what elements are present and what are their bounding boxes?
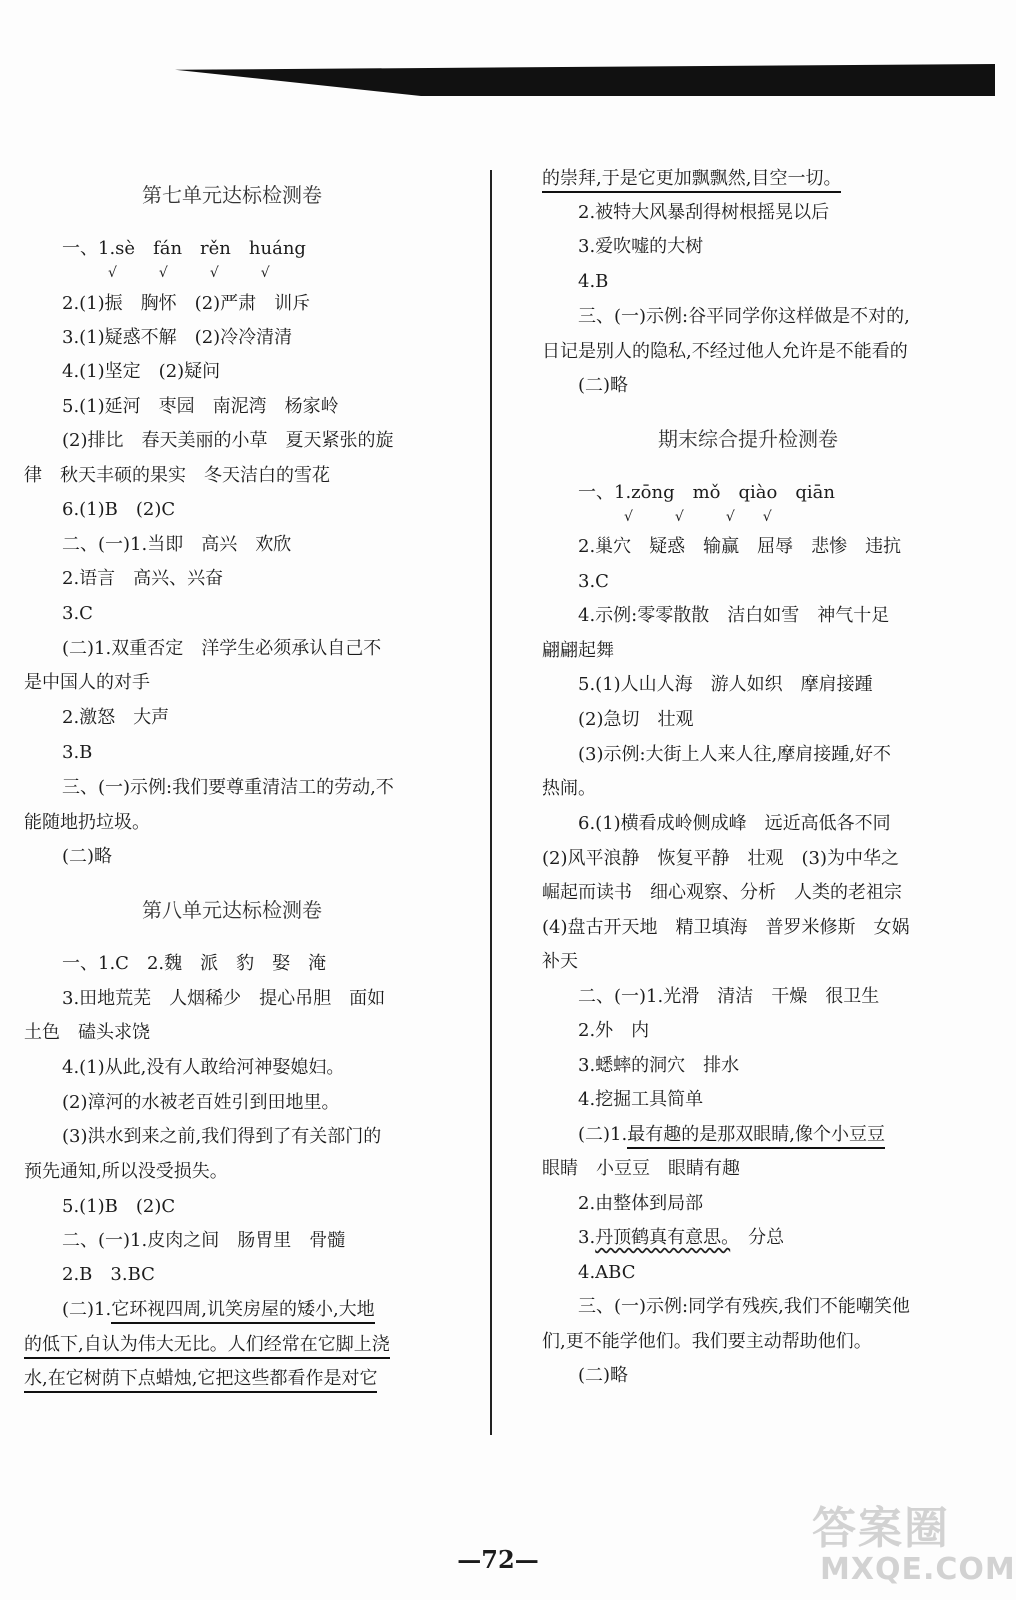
answer-line: 一、1.zōng mǒ qiào qiān [578, 482, 835, 503]
answer-line: 3.蟋蟀的洞穴 排水 [578, 1055, 740, 1076]
answer-line: (二)1.双重否定 洋学生必须承认自己不 [62, 638, 382, 659]
answer-suffix: 分总 [730, 1227, 785, 1248]
answer-line: 4.挖掘工具简单 [578, 1089, 704, 1110]
answer-line: 崛起而读书 细心观察、分析 人类的老祖宗 [542, 882, 902, 903]
tick-marks: √ √ √ √ [108, 265, 270, 281]
answer-line: 4.(1)坚定 (2)疑问 [62, 361, 221, 382]
answer-line: 3.B [62, 742, 93, 763]
answer-line: 三、(一)示例:同学有残疾,我们不能嘲笑他 [578, 1296, 910, 1317]
unit8-title: 第八单元达标检测卷 [142, 898, 322, 922]
answer-line: 二、(一)1.皮肉之间 肠胃里 骨髓 [62, 1230, 346, 1251]
answer-line: 三、(一)示例:谷平同学你这样做是不对的, [578, 306, 910, 327]
answer-line: 5.(1)B (2)C [62, 1196, 176, 1217]
answer-line: 3.C [62, 603, 93, 624]
tick-marks: √ √ √ √ [624, 509, 772, 525]
answer-line: 一、1.C 2.魏 派 豹 娶 淹 [62, 953, 327, 974]
answer-line: 补天 [542, 951, 578, 972]
answer-line: 2.被特大风暴刮得树根摇晃以后 [578, 202, 830, 223]
watermark-text: 答案圈 [812, 1503, 950, 1554]
answer-line [578, 1221, 784, 1255]
answer-line [24, 1362, 377, 1396]
answer-line: (2)排比 春天美丽的小草 夏天紧张的旋 [62, 430, 394, 451]
answer-line: 2.(1)振 胸怀 (2)严肃 训斥 [62, 293, 311, 314]
final-exam-title: 期末综合提升检测卷 [658, 427, 838, 451]
answer-line: 日记是别人的隐私,不经过他人允许是不能看的 [542, 341, 908, 362]
answer-line: (二)略 [578, 1365, 629, 1386]
answer-prefix: (二)1. [578, 1124, 628, 1145]
answer-line: (2)风平浪静 恢复平静 壮观 (3)为中华之 [542, 848, 899, 869]
answer-line: 2.语言 高兴、兴奋 [62, 568, 224, 589]
answer-line: 二、(一)1.当即 高兴 欢欣 [62, 534, 292, 555]
top-black-band [175, 64, 995, 96]
answer-line [578, 1118, 885, 1152]
page-number: —72— [457, 1545, 539, 1574]
answer-line: 4.示例:零零散散 洁白如雪 神气十足 [578, 605, 890, 626]
answer-line: 2.激怒 大声 [62, 707, 170, 728]
answer-line: 2.外 内 [578, 1020, 650, 1041]
answer-line: 律 秋天丰硕的果实 冬天洁白的雪花 [24, 465, 330, 486]
answer-line: 3.田地荒芜 人烟稀少 提心吊胆 面如 [62, 988, 386, 1009]
answer-line: 2.巢穴 疑惑 输赢 屈辱 悲惨 违抗 [578, 536, 902, 557]
answer-line: 土色 磕头求饶 [24, 1022, 150, 1043]
wavy-underlined-answer: 丹顶鹤真有意思。 [595, 1227, 731, 1248]
answer-line: 翩翩起舞 [542, 640, 614, 661]
answer-line: 一、1.sè fán rěn huáng [62, 238, 306, 259]
answer-line: 预先通知,所以没受损失。 [24, 1161, 228, 1182]
answer-line: (二)略 [62, 846, 113, 867]
answer-line: 2.由整体到局部 [578, 1193, 704, 1214]
watermark-logo [806, 1490, 1016, 1600]
answer-line: 4.ABC [578, 1262, 636, 1283]
answer-line: 6.(1)横看成岭侧成峰 远近高低各不同 [578, 813, 891, 834]
unit7-title: 第七单元达标检测卷 [142, 183, 322, 207]
answer-line: 三、(一)示例:我们要尊重清洁工的劳动,不 [62, 777, 394, 798]
answer-line: 5.(1)人山人海 游人如织 摩肩接踵 [578, 674, 873, 695]
answer-line [62, 1293, 375, 1327]
underlined-answer: 的崇拜,于是它更加飘飘然,目空一切。 [542, 168, 841, 193]
column-divider [490, 170, 492, 1435]
answer-line: 3.爱吹嘘的大树 [578, 236, 704, 257]
answer-line: 能随地扔垃圾。 [24, 812, 150, 833]
answer-line: 3.C [578, 571, 609, 592]
answer-line: 热闹。 [542, 778, 596, 799]
answer-prefix: (二)1. [62, 1299, 112, 1320]
watermark-url: MXQE.COM [820, 1552, 1016, 1587]
underlined-answer: 它环视四周,讥笑房屋的矮小,大地 [111, 1299, 374, 1324]
answer-line: 2.B 3.BC [62, 1264, 155, 1285]
answer-line: (二)略 [578, 375, 629, 396]
answer-line: 5.(1)延河 枣园 南泥湾 杨家岭 [62, 396, 339, 417]
answer-line [24, 1328, 390, 1362]
answer-line: 4.B [578, 271, 609, 292]
answer-line: 6.(1)B (2)C [62, 499, 176, 520]
answer-line: (2)急切 壮观 [578, 709, 694, 730]
answer-line: 二、(一)1.光滑 清洁 干燥 很卫生 [578, 986, 880, 1007]
answer-line: 们,更不能学他们。我们要主动帮助他们。 [542, 1331, 872, 1352]
answer-prefix: 3. [578, 1227, 596, 1248]
answer-line: (3)示例:大街上人来人往,摩肩接踵,好不 [578, 744, 892, 765]
answer-line: 是中国人的对手 [24, 672, 150, 693]
underlined-answer: 的低下,自认为伟大无比。人们经常在它脚上浇 [24, 1334, 390, 1359]
answer-line: (3)洪水到来之前,我们得到了有关部门的 [62, 1126, 382, 1147]
answer-line: (4)盘古开天地 精卫填海 普罗米修斯 女娲 [542, 917, 910, 938]
underlined-answer: 水,在它树荫下点蜡烛,它把这些都看作是对它 [24, 1368, 377, 1393]
answer-line: (2)漳河的水被老百姓引到田地里。 [62, 1092, 340, 1113]
underlined-answer: 最有趣的是那双眼睛,像个小豆豆 [627, 1124, 885, 1149]
answer-line: 眼睛 小豆豆 眼睛有趣 [542, 1158, 740, 1179]
answer-line: 3.(1)疑惑不解 (2)冷冷清清 [62, 327, 293, 348]
answer-line [542, 162, 841, 196]
answer-line: 4.(1)从此,没有人敢给河神娶媳妇。 [62, 1057, 345, 1078]
